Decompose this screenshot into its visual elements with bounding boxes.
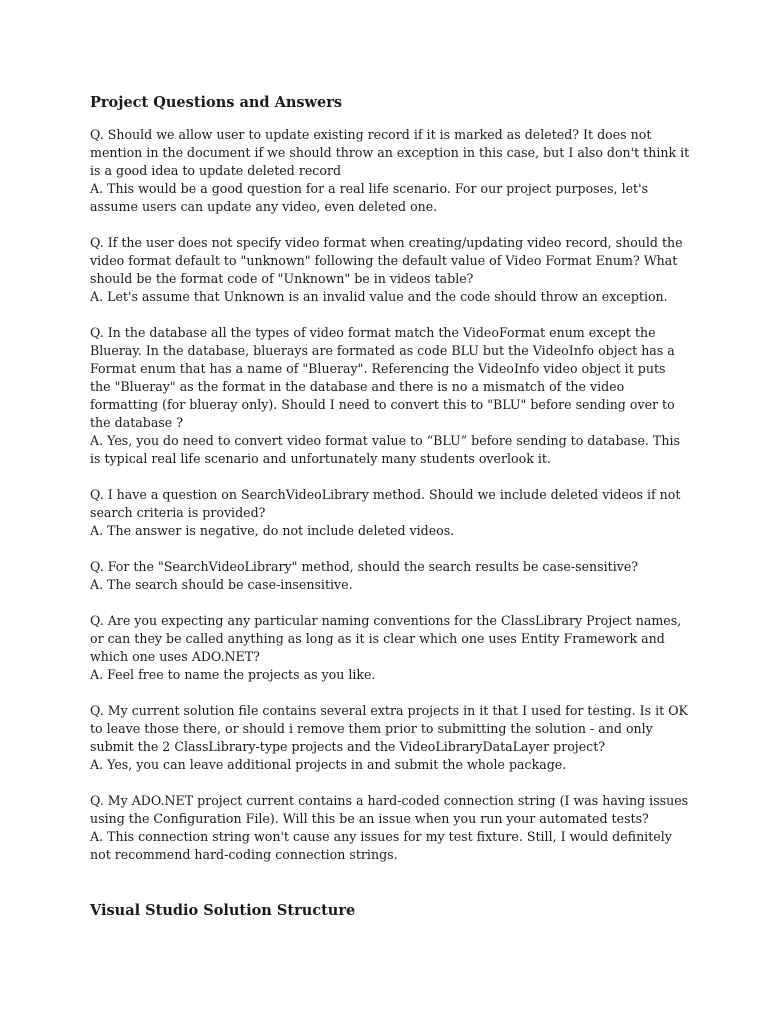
- question-text: Q. My ADO.NET project current contains a hard-coded connection string (I was having issues using the Configuration File). Will this be an issue when you run your automated tests?: [90, 793, 689, 826]
- answer-text: A. Yes, you do need to convert video format value to “BLU” before sending to database. This is typical real life scenario and unfortunately many students overlook it.: [90, 433, 680, 466]
- page-title: Project Questions and Answers: [90, 94, 343, 111]
- qa-item: [90, 324, 690, 468]
- document-page: [90, 93, 690, 882]
- answer-text: A. Let's assume that Unknown is an invalid value and the code should throw an exception.: [90, 289, 668, 304]
- qa-item: [90, 126, 690, 216]
- section-heading: Visual Studio Solution Structure: [90, 902, 356, 919]
- answer-text: A. Feel free to name the projects as you like.: [90, 667, 376, 682]
- question-text: Q. In the database all the types of video format match the VideoFormat enum except the Blueray. In the database, bluerays are formated as code BLU but the VideoInfo object has a Format enum that has a name of "Blueray". Referencing the VideoInfo video object it puts the "Blueray" as the format in the database and there is no a mismatch of the video formatting (for blueray only). Should I need to convert this to "BLU" before sending over to the database ?: [90, 325, 675, 430]
- answer-text: A. This connection string won't cause any issues for my test fixture. Still, I would definitely not recommend hard-coding connection strings.: [90, 829, 672, 862]
- qa-list: [90, 126, 690, 864]
- answer-text: A. The answer is negative, do not include deleted videos.: [90, 523, 455, 538]
- question-text: Q. For the "SearchVideoLibrary" method, should the search results be case-sensitive?: [90, 559, 639, 574]
- qa-item: [90, 792, 690, 864]
- answer-text: A. The search should be case-insensitive.: [90, 577, 353, 592]
- question-text: Q. If the user does not specify video format when creating/updating video record, should the video format default to "unknown" following the default value of Video Format Enum? What should be the format code of "Unknown" be in videos table?: [90, 235, 683, 286]
- qa-item: [90, 612, 690, 684]
- question-text: Q. I have a question on SearchVideoLibrary method. Should we include deleted videos if not search criteria is provided?: [90, 487, 681, 520]
- qa-item: [90, 486, 690, 540]
- answer-text: A. This would be a good question for a real life scenario. For our project purposes, let's assume users can update any video, even deleted one.: [90, 181, 649, 214]
- question-text: Q. My current solution file contains several extra projects in it that I used for testing. Is it OK to leave those there, or should i remove them prior to submitting the solution - and only submit the 2 ClassLibrary-type projects and the VideoLibraryDataLayer project?: [90, 703, 688, 754]
- answer-text: A. Yes, you can leave additional projects in and submit the whole package.: [90, 757, 567, 772]
- qa-item: [90, 558, 690, 594]
- question-text: Q. Are you expecting any particular naming conventions for the ClassLibrary Project names, or can they be called anything as long as it is clear which one uses Entity Framework and which one uses ADO.NET?: [90, 613, 682, 664]
- qa-item: [90, 234, 690, 306]
- qa-item: [90, 702, 690, 774]
- question-text: Q. Should we allow user to update existing record if it is marked as deleted? It does not mention in the document if we should throw an exception in this case, but I also don't think it is a good idea to update deleted record: [90, 127, 690, 178]
